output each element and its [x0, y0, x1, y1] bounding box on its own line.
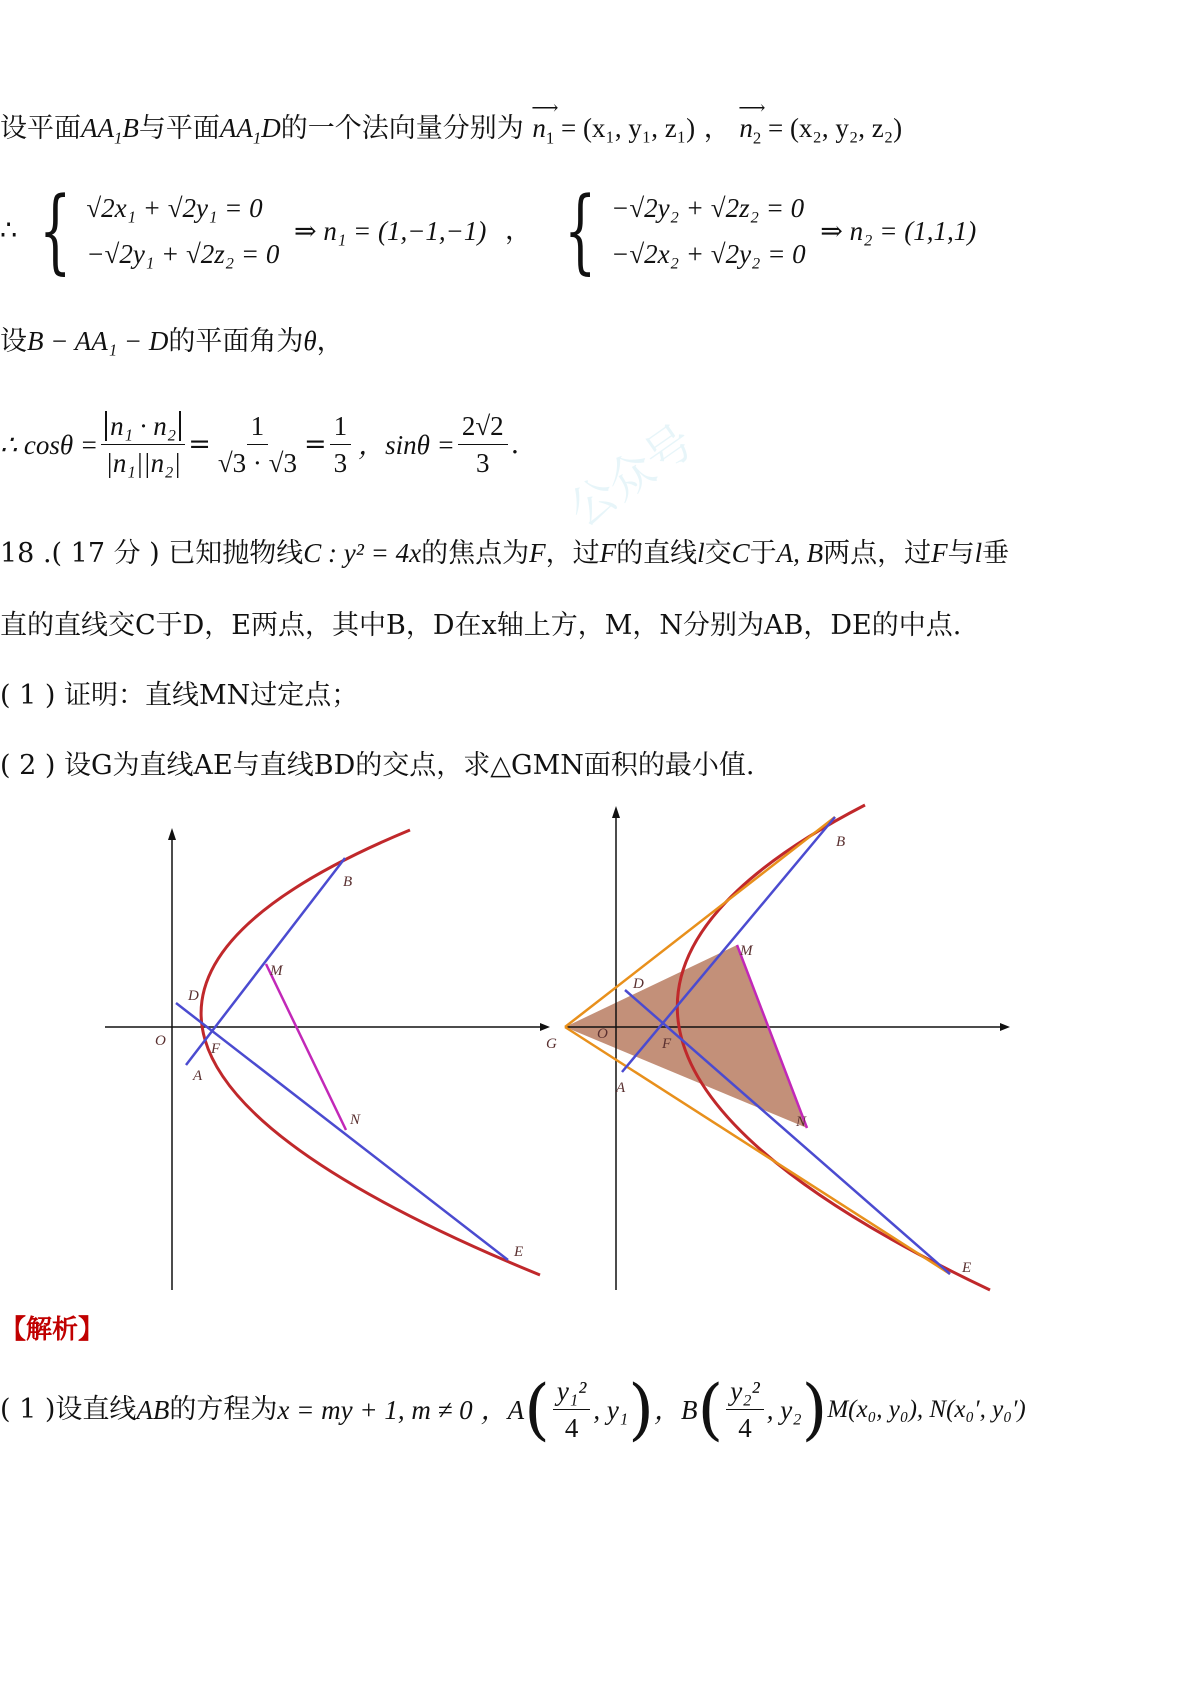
q18-l1: l: [697, 538, 705, 568]
left-label-n: N: [350, 1112, 361, 1128]
right-label-n: N: [796, 1114, 807, 1130]
sol-b-num: y₂²: [726, 1375, 763, 1410]
n2-components: = (x₂, y₂, z₂): [767, 113, 903, 143]
q18-text-focus: 的焦点为: [421, 538, 530, 569]
q18-f2: F: [599, 538, 617, 568]
vector-n2-def: ⟶ $n_2 = (x_2$, y₂, z₂): [739, 113, 902, 143]
text-set-plane: 设平面: [0, 113, 81, 144]
left-parabola-curve: [201, 830, 540, 1275]
right-y-axis-arrow: [612, 806, 620, 818]
sol-a-num: y₁²: [553, 1375, 590, 1410]
system-2: { −√2y₂ + √2z₂ = 0 −√2x₂ + √2y₂ = 0: [563, 177, 806, 284]
q18-text-at: 于: [749, 538, 777, 569]
system2-row2: −√2x₂ + √2y₂ = 0: [611, 239, 806, 269]
right-x-axis-arrow: [1000, 1023, 1010, 1031]
cos-fraction-sqrt: [214, 410, 301, 480]
therefore-symbol: ∴: [0, 214, 18, 246]
left-line-ab: [186, 858, 345, 1065]
sin-frac-numerator: 2√2: [458, 410, 508, 445]
left-label-o: O: [155, 1033, 166, 1049]
text-normal-vectors: 的一个法向量分别为: [280, 113, 524, 144]
right-label-o: O: [597, 1026, 608, 1042]
system-1: { √2x₁ + √2y₁ = 0 −√2y₁ + √2z₂ = 0: [38, 177, 280, 284]
system2-result: ⇒ n₂ = (1,1,1): [820, 215, 977, 246]
sol-line-equation: x = my + 1, m ≠ 0: [277, 1394, 473, 1425]
cos-frac1-numerator: n₁ · n₂: [105, 411, 181, 441]
sol-midpoints: M(x₀, y₀), N(x₀′, y₀′): [827, 1395, 1026, 1423]
q18-f3: F: [931, 538, 948, 568]
q18-text-with: 与: [947, 538, 975, 569]
text-and-plane: 与平面: [138, 113, 220, 144]
question-18-part2: ( 2 ) 设G为直线AE与直线BD的交点，求△GMN面积的最小值.: [0, 750, 755, 781]
q18-number-score: 18 .( 17 分 ) 已知抛物线: [0, 538, 304, 569]
sol-a-y: , y₁: [593, 1394, 629, 1425]
left-label-b: B: [343, 874, 353, 890]
right-label-b: B: [836, 834, 846, 850]
left-label-m: M: [270, 963, 283, 979]
text-set: 设: [0, 326, 27, 357]
comma: ，: [316, 326, 344, 357]
right-label-a: A: [616, 1080, 626, 1096]
right-label-e: E: [962, 1260, 972, 1276]
plane1-aa: AA: [81, 113, 114, 143]
sol-b-fraction: [726, 1375, 763, 1445]
sol-point-b-label: ，B: [654, 1394, 698, 1425]
right-label-g: G: [546, 1036, 557, 1052]
vector-n1-def: ⟶ $n_1 = (x_1$, y₁, z₁): [532, 113, 695, 143]
system1-result: ⇒ n₁ = (1,−1,−1): [293, 215, 487, 246]
cos-frac2-denominator: √3 · √3: [217, 448, 297, 479]
plane2-aa: AA: [219, 113, 253, 143]
left-label-e: E: [514, 1244, 524, 1260]
system1-row1: √2x₁ + √2y₁ = 0: [86, 192, 263, 223]
q18-text-line: 的直线: [616, 538, 698, 569]
system1-row2: −√2y₁ + √2z₂ = 0: [86, 239, 280, 269]
parabola-equation: C : y² = 4x: [303, 538, 422, 568]
sol-a-fraction: [553, 1375, 590, 1445]
sol-text-set: ( 1 )设直线: [0, 1393, 137, 1425]
right-line-de: [625, 990, 950, 1274]
q18-text-intersect: 交: [704, 538, 732, 569]
right-label-d: D: [633, 976, 644, 992]
plane-aa1b: [81, 113, 139, 148]
n1-components: = (x₁, y₁, z₁): [560, 113, 696, 143]
left-label-f: F: [211, 1041, 221, 1057]
cos-fraction-result: [330, 410, 352, 480]
left-x-axis-arrow: [540, 1023, 550, 1031]
watermark-text: 公众号: [558, 413, 703, 538]
cos-frac3-numerator: 1: [330, 410, 352, 445]
sol-b-y: , y₂: [766, 1394, 802, 1425]
cos-frac3-denominator: 3: [333, 448, 348, 479]
q18-l2: l: [974, 538, 983, 568]
sol-text-equation: 的方程为: [169, 1393, 278, 1425]
sol-ab: AB: [136, 1394, 170, 1425]
cos-prefix: ∴ cosθ =: [0, 429, 99, 460]
text-plane-angle: 的平面角为: [168, 326, 304, 357]
sol-a-den: 4: [564, 1413, 579, 1444]
equation-systems: ∴ { √2x₁ + √2y₁ = 0 −√2y₁ + √2z₂ = 0 ⇒ n₁ = (1,−1,−1) ， { −√2y₂ + √2z₂ = 0 −√2x₂ + √2y₂ = 0 ⇒ n₂ = (1,1,1): [0, 177, 977, 284]
left-label-d: D: [188, 988, 199, 1004]
figure-right-parabola: [546, 800, 1050, 1310]
right-label-m: M: [740, 943, 753, 959]
q18-text-two-points: 两点，过: [823, 538, 932, 569]
cos-fraction-vectors: [101, 410, 185, 480]
left-line-de: [176, 1003, 508, 1260]
right-label-f: F: [662, 1036, 672, 1052]
solution-label: 【解析】: [0, 1315, 105, 1345]
cos-frac1-denominator: |n₁||n₂|: [105, 448, 181, 479]
sin-frac-denominator: 3: [475, 448, 490, 479]
q18-ab: A, B: [776, 538, 824, 568]
question-18-line1: [0, 537, 1009, 570]
solution-line-1: ( 1 )设直线 AB 的方程为 x = my + 1, m ≠ 0 ，A ( $\frac{\text{y₁²}}{4}$ , y₁ ) ，B ( $\frac{\text{y₂²}}{4}$ , y₂ ) M(x₀, y₀), N(x₀′, y₀′): [0, 1370, 1026, 1448]
plane1-sub: 1: [114, 128, 123, 148]
theta-symbol: θ: [303, 326, 317, 356]
dihedral-notation: B − AA₁ − D: [27, 326, 169, 356]
q18-text-through: ，过: [545, 538, 600, 569]
left-label-a: A: [193, 1068, 203, 1084]
dihedral-angle-line: [0, 325, 344, 358]
system2-row1: −√2y₂ + √2z₂ = 0: [611, 192, 805, 223]
left-y-axis-arrow: [168, 828, 176, 840]
sol-b-den: 4: [738, 1413, 752, 1444]
q18-f1: F: [529, 538, 546, 568]
cos-frac2-numerator: 1: [247, 410, 269, 445]
plane2-d: D: [261, 113, 281, 143]
cos-sin-line: ∴ cosθ = $\frac{\text{n₁ · n₂}}{\text{|n₁||n₂|}}$ = $\frac{1}{√3 \cdot √3}$ = $\frac{1}{3}$ ，sinθ = $\frac{2√2}{3}$ .: [0, 411, 520, 479]
sin-fraction: [458, 410, 508, 480]
normal-vectors-line: 设平面$AA_1B$与平面$AA_1D$的一个法向量分别为 ⟶ $n_1 = (x_1$, y₁, z₁) ， ⟶ $n_2 = (x_2$, y₂, z₂): [0, 112, 902, 148]
plane-aa1d: [219, 113, 281, 148]
sin-prefix: ，sinθ =: [358, 429, 455, 460]
sol-point-a-label: ，A: [480, 1394, 525, 1425]
question-18-part1: ( 1 ) 证明：直线MN过定点；: [0, 680, 359, 711]
q18-c: C: [731, 538, 750, 568]
plane1-b: B: [122, 113, 139, 143]
q18-text-perp: 垂: [982, 538, 1010, 569]
plane2-sub: 1: [252, 128, 262, 148]
question-18-line2: 直的直线交C于D，E两点，其中B，D在x轴上方，M，N分别为AB，DE的中点.: [0, 610, 962, 641]
